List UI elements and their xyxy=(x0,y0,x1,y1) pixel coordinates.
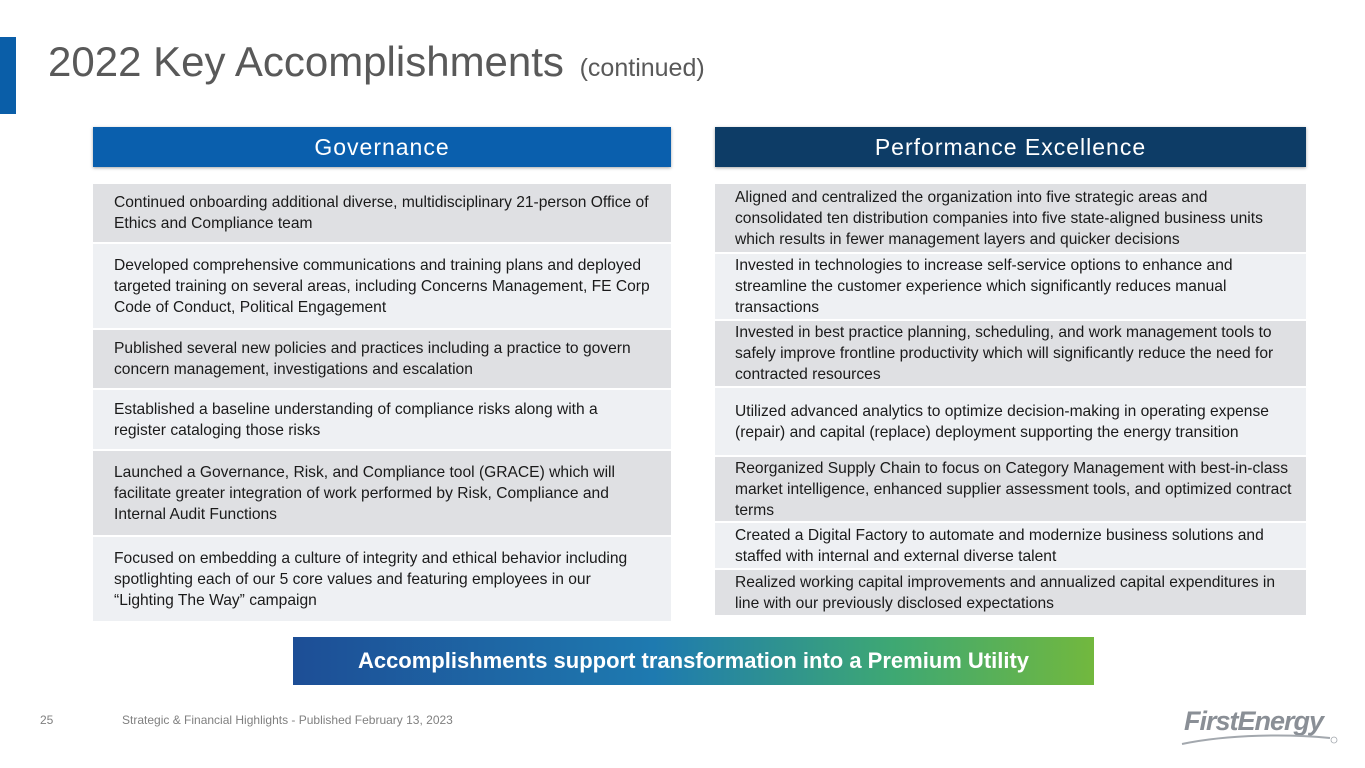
list-item xyxy=(715,184,1306,254)
list-item xyxy=(93,330,671,390)
logo-wordmark: FirstEnergy xyxy=(1184,706,1324,736)
list-item xyxy=(715,254,1306,321)
list-item xyxy=(93,537,671,623)
list-item-text: Developed comprehensive communications and training plans and deployed targeted training on several areas, including Concerns Management, FE Corp Code of Conduct, Political Engagement xyxy=(114,256,650,316)
footer-text: Strategic & Financial Highlights - Published February 13, 2023 xyxy=(122,713,453,727)
list-item-text: Published several new policies and practices including a practice to govern concern management, investigations and escalation xyxy=(114,340,631,378)
list-item-text: Aligned and centralized the organization into five strategic areas and consolidated ten distribution companies into five state-aligned business units which results in fewer management layers and quicker decisions xyxy=(735,188,1263,248)
list-item xyxy=(715,570,1306,617)
list-item-text: Established a baseline understanding of compliance risks along with a register cataloging those risks xyxy=(114,400,598,439)
list-item-text: Continued onboarding additional diverse, multidisciplinary 21-person Office of Ethics and Compliance team xyxy=(114,194,649,232)
page-number: 25 xyxy=(40,713,54,727)
list-item-text: Created a Digital Factory to automate and modernize business solutions and staffed with internal and external diverse talent xyxy=(735,526,1264,565)
list-item-text: Utilized advanced analytics to optimize decision-making in operating expense (repair) and capital (replace) deployment supporting the energy transition xyxy=(735,402,1269,441)
summary-banner: Accomplishments support transformation into a Premium Utility xyxy=(293,637,1094,685)
performance-column xyxy=(715,127,1306,617)
list-item xyxy=(93,390,671,451)
list-item xyxy=(715,321,1306,388)
list-item xyxy=(93,184,671,244)
list-item xyxy=(715,523,1306,570)
performance-header: Performance Excellence xyxy=(715,127,1306,167)
page-title xyxy=(48,38,705,86)
list-item-text: Launched a Governance, Risk, and Compliance tool (GRACE) which will facilitate greater integration of work performed by Risk, Compliance and Internal Audit Functions xyxy=(114,463,615,523)
list-item xyxy=(715,457,1306,523)
list-item-text: Invested in technologies to increase self-service options to enhance and streamline the customer experience which significantly reduces manual transactions xyxy=(735,257,1233,316)
firstenergy-logo xyxy=(1180,706,1340,750)
list-item-text: Invested in best practice planning, scheduling, and work management tools to safely improve frontline productivity which will significantly reduce the need for contracted resources xyxy=(735,324,1274,383)
list-item xyxy=(93,244,671,330)
list-item-text: Focused on embedding a culture of integrity and ethical behavior including spotlighting each of our 5 core values and featuring employees in our “Lighting The Way” campaign xyxy=(114,549,628,609)
list-item xyxy=(715,388,1306,457)
list-item-text: Reorganized Supply Chain to focus on Category Management with best-in-class market intelligence, enhanced supplier assessment tools, and optimized contract terms xyxy=(735,459,1292,519)
logo-swoosh-icon xyxy=(1180,732,1340,748)
title-main: 2022 Key Accomplishments xyxy=(48,38,564,85)
governance-column xyxy=(93,127,671,623)
list-item-text: Realized working capital improvements and annualized capital expenditures in line with our previously disclosed expectations xyxy=(735,573,1276,612)
performance-list xyxy=(715,184,1306,617)
title-suffix: (continued) xyxy=(579,54,705,82)
governance-header: Governance xyxy=(93,127,671,167)
governance-list xyxy=(93,184,671,623)
list-item xyxy=(93,451,671,537)
title-accent-bar xyxy=(0,37,16,114)
